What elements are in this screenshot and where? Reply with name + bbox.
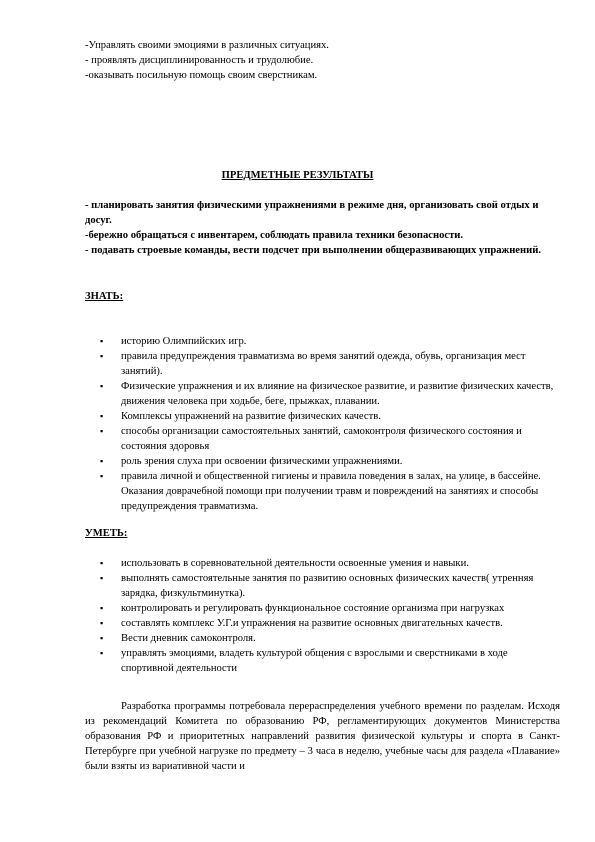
list-item: ▪ выполнять самостоятельные занятия по развитию основных физических качеств( утренняя зарядка, физкультминутка). <box>85 571 557 601</box>
list-item: ▪ историю Олимпийских игр. <box>85 334 557 349</box>
can-label: УМЕТЬ: <box>85 528 128 539</box>
list-item: ▪ Физические упражнения и их влияние на физическое развитие, и развитие физических качеств, движения человека при ходьбе, беге, прыжках, плавании. <box>85 379 557 409</box>
intro-line: -оказывать посильную помощь своим сверстникам. <box>85 70 318 81</box>
intro-lines <box>85 38 555 83</box>
section-heading: ПРЕДМЕТНЫЕ РЕЗУЛЬТАТЫ <box>221 170 374 181</box>
list-item: ▪ использовать в соревновательной деятельности освоенные умения и навыки. <box>85 556 557 571</box>
body-paragraph: Разработка программы потребовала перераспределения учебного времени по разделам. Исходя из рекомендаций Комитета по образованию РФ, регламентирующих документов Министерства образования РФ и приоритетных направлений развития физической культуры и спорта в Санкт-Петербурге при учебной нагрузке по предмету – 3 часа в неделю, учебные часы для раздела «Плавание» были взяты из вариативной части и <box>85 701 560 772</box>
subject-result-line: - планировать занятия физическими упражнениями в режиме дня, организовать свой отдых и досуг. <box>85 200 539 226</box>
list-item: ▪ правила личной и общественной гигиены и правила поведения в залах, на улице, в бассейне. Оказания доврачебной помощи при получении травм и повреждений на занятиях и способы предупреждения травматизма. <box>85 469 557 514</box>
know-label: ЗНАТЬ: <box>85 291 124 302</box>
list-item: ▪ Комплексы упражнений на развитие физических качеств. <box>85 409 557 424</box>
list-item: ▪ составлять комплекс У.Г.и упражнения на развитие основных двигательных качеств. <box>85 616 557 631</box>
can-list <box>85 556 557 676</box>
subject-result-line: - подавать строевые команды, вести подсчет при выполнении общеразвивающих упражнений. <box>85 245 541 256</box>
list-item: ▪ контролировать и регулировать функциональное состояние организма при нагрузках <box>85 601 557 616</box>
list-item: ▪ Вести дневник самоконтроля. <box>85 631 557 646</box>
know-list <box>85 334 557 514</box>
intro-line: -Управлять своими эмоциями в различных ситуациях. <box>85 40 329 51</box>
subject-results <box>85 198 555 258</box>
list-item: ▪ способы организации самостоятельных занятий, самоконтроля физического состояния и состояния здоровья <box>85 424 557 454</box>
list-item: ▪ роль зрения слуха при освоении физическими упражнениями. <box>85 454 557 469</box>
list-item: ▪ управлять эмоциями, владеть культурой общения с взрослыми и сверстниками в ходе спортивной деятельности <box>85 646 557 676</box>
subject-result-line: -бережно обращаться с инвентарем, соблюдать правила техники безопасности. <box>85 230 464 241</box>
intro-line: - проявлять дисциплинированность и трудолюбие. <box>85 55 314 66</box>
list-item: ▪ правила предупреждения травматизма во время занятий одежда, обувь, организация мест занятий). <box>85 349 557 379</box>
